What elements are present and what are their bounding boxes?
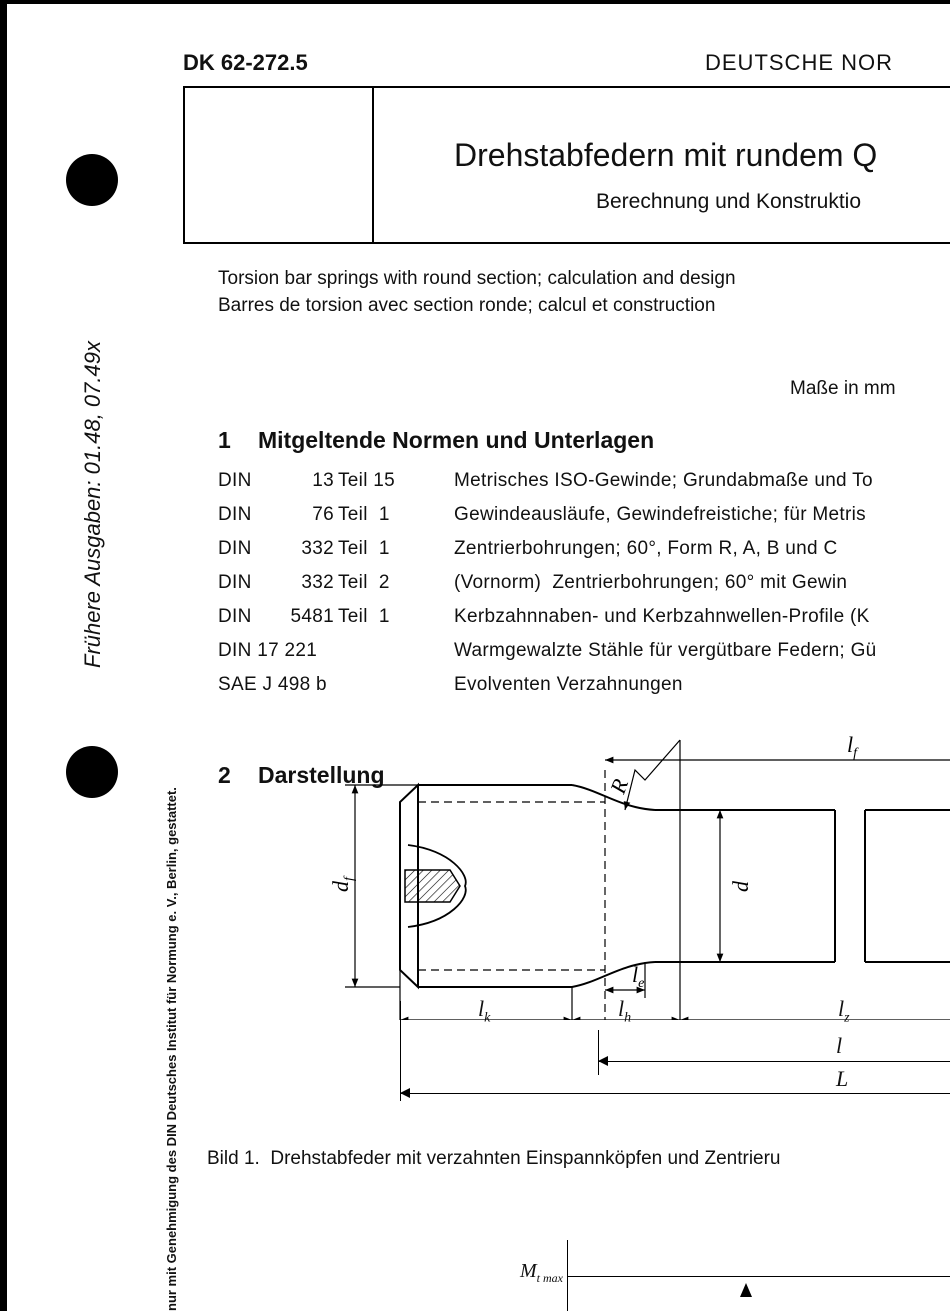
standard-prefix: DIN — [218, 470, 252, 491]
standard-prefix: DIN — [218, 572, 252, 593]
standard-number: 13 — [312, 470, 334, 491]
standard-prefix: DIN 17 221 — [218, 640, 318, 661]
section1-heading: Mitgeltende Normen und Unterlagen — [258, 427, 655, 453]
figure2-arrow — [740, 1283, 752, 1297]
standard-number: 5481 — [290, 606, 334, 627]
standard-prefix: DIN — [218, 606, 252, 627]
label-R: R — [604, 775, 634, 797]
standard-title: Gewindeausläufe, Gewindefreistiche; für Metris — [454, 504, 866, 525]
standard-part: Teil 1 — [338, 504, 390, 525]
standard-part: Teil 1 — [338, 538, 390, 559]
standard-prefix: DIN — [218, 538, 252, 559]
dim-ext-l — [598, 1030, 599, 1075]
punch-hole-top — [66, 154, 118, 206]
figure1-caption: Bild 1. Drehstabfeder mit verzahnten Einspannköpfen und Zentrieru — [207, 1148, 781, 1169]
title-box-divider — [372, 86, 374, 242]
page-edge-top — [0, 0, 950, 4]
punch-hole-bottom — [66, 746, 118, 798]
label-d: d — [728, 881, 753, 892]
standard-title: Warmgewalzte Stähle für vergütbare Federn; Gü — [454, 640, 877, 661]
standard-number: 76 — [312, 504, 334, 525]
standard-title: Kerbzahnnaben- und Kerbzahnwellen-Profile (K — [454, 606, 870, 627]
dim-arrow-L — [400, 1088, 410, 1098]
figure2-m-label: $M_{t max}$ — [520, 1260, 563, 1285]
main-title: Drehstabfedern mit rundem Q — [454, 137, 878, 173]
french-title: Barres de torsion avec section ronde; calcul et construction — [218, 295, 716, 316]
subtitle: Berechnung und Konstruktio — [596, 190, 862, 213]
dim-ext-L — [400, 1001, 401, 1101]
standard-number: 332 — [301, 572, 334, 593]
section1-number: 1 — [218, 427, 231, 453]
figure1-drawing — [300, 730, 950, 1020]
standard-prefix: DIN — [218, 504, 252, 525]
referenced-standards-list — [218, 470, 950, 700]
standard-title: Evolventen Verzahnungen — [454, 674, 683, 695]
standard-title: (Vornorm) Zentrierbohrungen; 60° mit Gewin — [454, 572, 848, 593]
label-lh: $l_h$ — [618, 996, 632, 1026]
label-L: L — [836, 1066, 849, 1091]
label-l: l — [836, 1033, 843, 1058]
section2-heading: Darstellung — [258, 762, 385, 788]
standard-part: Teil 1 — [338, 606, 390, 627]
standard-part: Teil 2 — [338, 572, 390, 593]
dim-arrow-l — [598, 1056, 608, 1066]
standard-title: Zentrierbohrungen; 60°, Form R, A, B und C — [454, 538, 838, 559]
dim-line-l — [598, 1061, 950, 1062]
label-lf: $l_f$ — [847, 732, 858, 761]
standard-part: Teil 15 — [338, 470, 396, 491]
units-note: Maße in mm — [790, 378, 896, 399]
standard-title: Metrisches ISO-Gewinde; Grundabmaße und To — [454, 470, 873, 491]
torsion-bar-svg — [300, 730, 950, 1020]
section2-number: 2 — [218, 762, 231, 788]
copyright-note: nur mit Genehmigung des DIN Deutsches Institut für Normung e. V., Berlin, gestattet. — [164, 787, 179, 1311]
org-title: DEUTSCHE NOR — [705, 50, 894, 75]
label-lz: $l_z$ — [838, 996, 850, 1026]
english-title: Torsion bar springs with round section; calculation and design — [218, 268, 736, 289]
figure2-line — [567, 1276, 950, 1277]
dim-line-L — [400, 1093, 950, 1094]
dk-code: DK 62-272.5 — [183, 50, 308, 75]
standard-number: 332 — [301, 538, 334, 559]
label-lk: $l_k$ — [478, 996, 491, 1026]
page-edge-left — [0, 0, 7, 1311]
standard-prefix: SAE J 498 b — [218, 674, 327, 695]
label-le: $l_e$ — [632, 962, 645, 991]
earlier-editions-note: Frühere Ausgaben: 01.48, 07.49x — [80, 341, 105, 668]
label-df: $d_f$ — [328, 877, 357, 892]
